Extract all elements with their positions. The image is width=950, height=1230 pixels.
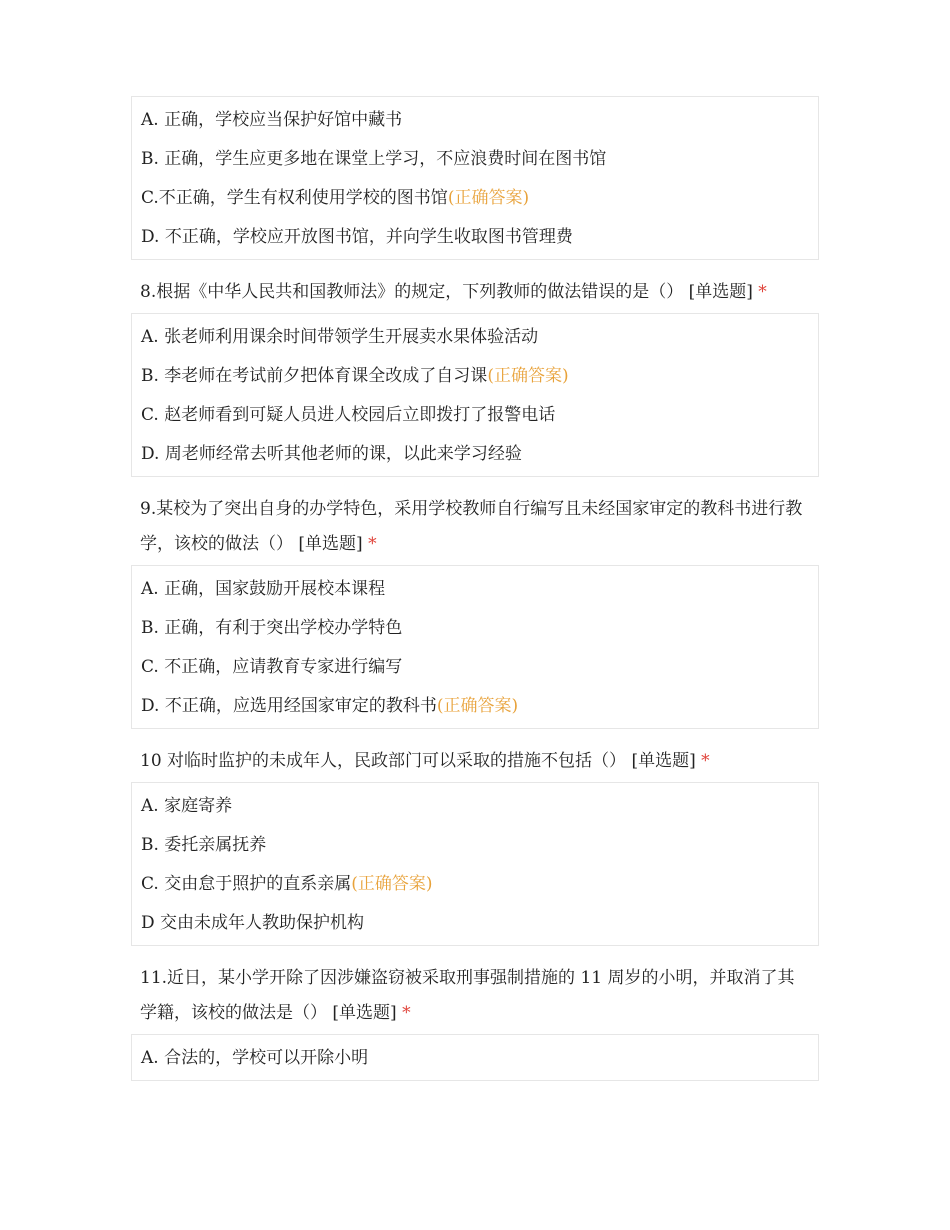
survey-answer-sheet bbox=[131, 96, 819, 1081]
option-item[interactable] bbox=[132, 396, 818, 435]
option-text: C. 不正确，应请教育专家进行编写 bbox=[141, 657, 403, 677]
option-text: A. 合法的，学校可以开除小明 bbox=[141, 1048, 369, 1068]
required-asterisk: * bbox=[368, 534, 377, 554]
option-item[interactable] bbox=[132, 435, 818, 474]
required-asterisk: * bbox=[758, 282, 767, 302]
option-text: B. 正确，有利于突出学校办学特色 bbox=[141, 618, 403, 638]
option-text: C.不正确，学生有权利使用学校的图书馆 bbox=[141, 188, 448, 208]
option-text: C. 交由怠于照护的直系亲属 bbox=[141, 874, 352, 894]
option-item[interactable] bbox=[132, 787, 818, 826]
option-text: D 交由未成年人教助保护机构 bbox=[141, 913, 365, 933]
option-item[interactable] bbox=[132, 865, 818, 904]
question-text bbox=[131, 260, 819, 313]
option-item[interactable] bbox=[132, 570, 818, 609]
correct-answer-tag: (正确答案) bbox=[487, 366, 569, 386]
option-text: D. 周老师经常去听其他老师的课，以此来学习经验 bbox=[141, 444, 522, 464]
required-asterisk: * bbox=[402, 1003, 411, 1023]
question-text bbox=[131, 477, 819, 565]
question-text bbox=[131, 729, 819, 782]
option-item[interactable] bbox=[132, 218, 818, 257]
required-asterisk: * bbox=[701, 751, 710, 771]
option-item[interactable] bbox=[132, 904, 818, 943]
option-text: A. 正确，国家鼓励开展校本课程 bbox=[141, 579, 386, 599]
question-label: 9.某校为了突出自身的办学特色，采用学校教师自行编写且未经国家审定的教科书进行教学，该校的做法（） [单选题] bbox=[140, 499, 803, 554]
options-box bbox=[131, 96, 819, 260]
option-text: A. 家庭寄养 bbox=[141, 796, 233, 816]
option-text: D. 不正确，学校应开放图书馆，并向学生收取图书管理费 bbox=[141, 227, 573, 247]
option-item[interactable] bbox=[132, 648, 818, 687]
option-item[interactable] bbox=[132, 318, 818, 357]
option-item[interactable] bbox=[132, 609, 818, 648]
correct-answer-tag: (正确答案) bbox=[436, 696, 519, 716]
options-box bbox=[131, 313, 819, 477]
option-text: B. 委托亲属抚养 bbox=[141, 835, 267, 855]
option-item[interactable] bbox=[132, 140, 818, 179]
question-text bbox=[131, 946, 819, 1034]
option-item[interactable] bbox=[132, 1039, 818, 1078]
option-item[interactable] bbox=[132, 179, 818, 218]
question-label: 10 对临时监护的未成年人，民政部门可以采取的措施不包括（） [单选题] bbox=[140, 751, 696, 771]
option-text: A. 张老师利用课余时间带领学生开展卖水果体验活动 bbox=[141, 327, 539, 347]
question-label: 11.近日，某小学开除了因涉嫌盗窃被采取刑事强制措施的 11 周岁的小明，并取消了其学籍，该校的做法是（） [单选题] bbox=[140, 968, 795, 1023]
option-text: A. 正确，学校应当保护好馆中藏书 bbox=[141, 110, 403, 130]
correct-answer-tag: (正确答案) bbox=[447, 188, 530, 208]
option-item[interactable] bbox=[132, 101, 818, 140]
option-text: C. 赵老师看到可疑人员进人校园后立即拨打了报警电话 bbox=[141, 405, 556, 425]
option-text: B. 李老师在考试前夕把体育课全改成了自习课 bbox=[141, 366, 488, 386]
correct-answer-tag: (正确答案) bbox=[351, 874, 433, 894]
question-label: 8.根据《中华人民共和国教师法》的规定，下列教师的做法错误的是（） [单选题] bbox=[140, 282, 753, 302]
option-text: B. 正确，学生应更多地在课堂上学习，不应浪费时间在图书馆 bbox=[141, 149, 607, 169]
options-box bbox=[131, 565, 819, 729]
option-item[interactable] bbox=[132, 357, 818, 396]
option-item[interactable] bbox=[132, 687, 818, 726]
options-box bbox=[131, 782, 819, 946]
option-text: D. 不正确，应选用经国家审定的教科书 bbox=[141, 696, 437, 716]
option-item[interactable] bbox=[132, 826, 818, 865]
options-box bbox=[131, 1034, 819, 1081]
